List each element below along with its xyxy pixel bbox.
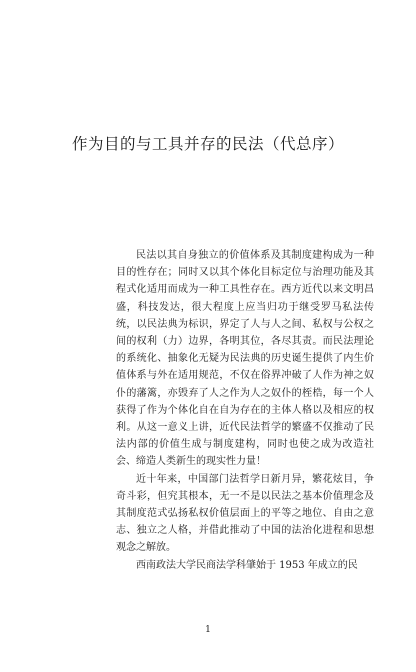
page-title: 作为目的与工具并存的民法（代总序）: [71, 135, 344, 153]
paragraph-1: 民法以其自身独立的价值体系及其制度建构成为一种目的性存在；同时又以其个体化目标定位与治理功能及其程式化适用而成为一种工具性存在。西方近代以来文明昌盛，科技发达，很大程度上应当归功于继受罗马私法传统，以民法典为标识，界定了人与人之间、私权与公权之间的权利（力）边界，各明其位，各尽其责。而民法理论的系统化、抽象化无疑为民法典的历史诞生提供了内生价值体系与外在适用规范，不仅在俗界冲破了人作为神之奴仆的藩篱，亦毁弃了人之作为人之奴仆的桎梏，每一个人获得了作为个体化自在自为存在的主体人格以及相应的权利。从这一意义上讲，近代民法哲学的繁盛不仅推动了民法内部的价值生成与制度建构，同时也使之成为改造社会、缔造人类新生的现实性力量！: [116, 250, 374, 468]
paragraph-2: 近十年来，中国部门法哲学日新月异，繁花炫目，争奇斗彩，但究其根本，无一不是以民法之基本价值理念及其制度范式弘扬私权价值层面上的平等之地位、自由之意志、独立之人格，并借此推动了中国的法治化进程和思想观念之解放。: [116, 473, 374, 554]
page-number: 1: [205, 625, 211, 635]
paragraph-3: 西南政法大学民商法学科肇始于 1953 年成立的民: [136, 559, 358, 571]
body-text: [116, 247, 374, 574]
